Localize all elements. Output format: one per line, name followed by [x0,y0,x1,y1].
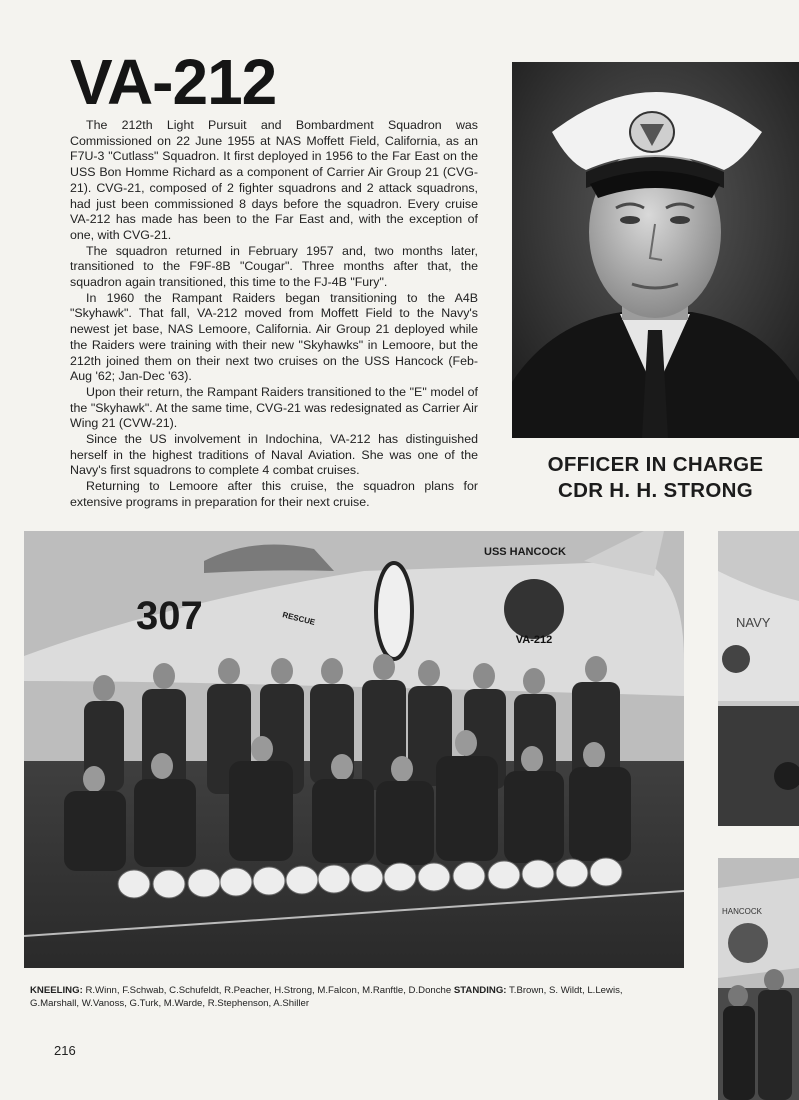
photo-caption [30,985,670,1010]
hancock-side-label: HANCOCK [722,907,763,916]
aircraft-number: 307 [136,594,203,638]
paragraph-1: The 212th Light Pursuit and Bombardment Squadron was Commissioned on 22 June 1955 at NAS Moffett Field, California, as an F7U-3 "Cutlass" Squadron. It first deployed in 1956 to the Far East on the USS Bon Homme Richard as a component of Carrier Air Group 21 (CVG-21). CVG-21, composed of 2 fighter squadrons and 2 attack squadrons, had just been commissioned 8 days before the squadron. Every cruise VA-212 has made has been to the Far East and, with the exception of one, with CVG-21. [70,118,478,242]
paragraph-2: The squadron returned in February 1957 and, two months later, transitioned to the F9F-8B "Cougar". Three months after that, the squadron again transitioned, this time to the FJ-4B "Fury". [70,243,478,290]
rescue-label: RESCUE [281,610,317,628]
officer-caption [512,452,799,504]
paragraph-5: Since the US involvement in Indochina, VA-212 has distinguished herself in the highest traditions of Naval Aviation. She was one of the Navy's first squadrons to complete 4 combat cruises. [70,432,478,478]
squadron-group-photo [24,531,684,968]
paragraph-3: In 1960 the Rampant Raiders began transitioning to the A4B "Skyhawk". That fall, VA-212 moved from Moffett Field to the Navy's newest jet base, NAS Lemoore, California. Air Group 21 deployed while the Raiders were training with their new "Skyhawks" in Lemoore, but the 212th joined them on their next two cruises on the USS Hancock (Feb-Aug '62; Jan-Dec '63). [70,290,478,384]
standing-names: T.Brown, S. Wildt, L.Lewis, G.Marshall, W.Vanoss, G.Turk, M.Warde, R.Stephenson, A.Shiller [30,985,623,1009]
paragraph-6: Returning to Lemoore after this cruise, the squadron plans for extensive programs in preparation for their next cruise. [70,479,478,509]
page-title: VA-212 [70,46,277,118]
officer-name: CDR H. H. STRONG [558,479,753,502]
kneeling-label: KNEELING: [30,985,83,996]
standing-label: STANDING: [453,985,507,996]
page-number: 216 [54,1043,76,1058]
insignia-label: VA-212 [515,634,553,646]
ship-name-label: USS HANCOCK [484,546,566,558]
navy-label: NAVY [736,615,771,630]
side-aircraft-photo-top [718,531,799,826]
article-body [70,118,478,511]
officer-portrait-photo [512,62,799,438]
paragraph-4: Upon their return, the Rampant Raiders transitioned to the "E" model of the "Skyhawk". At the same time, CVG-21 was redesignated as Carrier Air Wing 21 (CVW-21). [70,384,478,431]
kneeling-names: R.Winn, F.Schwab, C.Schufeldt, R.Peacher, H.Strong, M.Falcon, M.Ranftle, D.Donche [85,985,452,996]
side-crew-photo-bottom [718,858,799,1100]
officer-title: OFFICER IN CHARGE [547,453,764,476]
